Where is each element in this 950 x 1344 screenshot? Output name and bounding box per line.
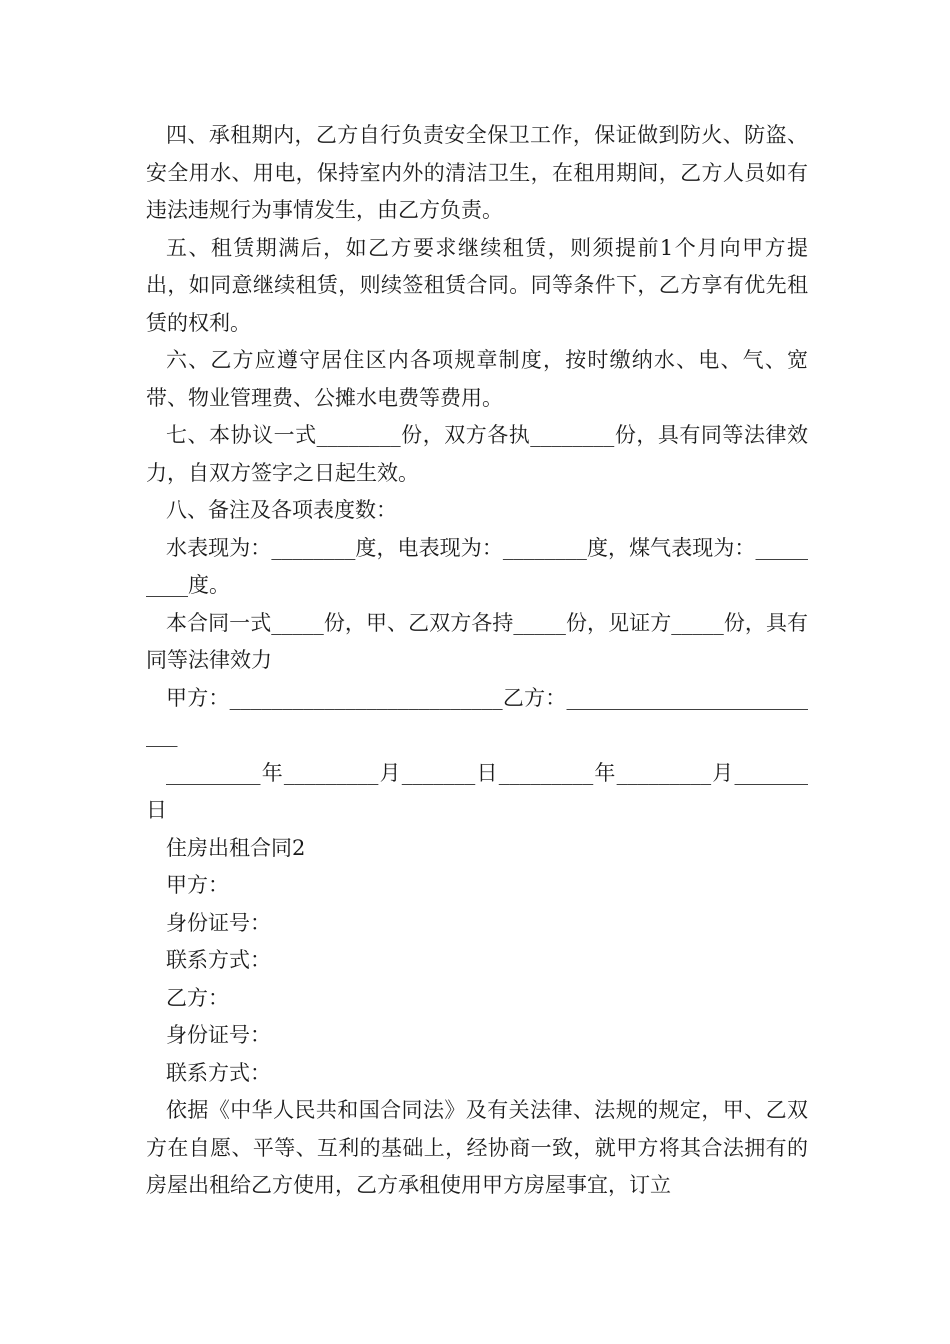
party-a-id-label: 身份证号： <box>166 910 271 935</box>
clause-5-renewal: 五、租赁期满后，如乙方要求继续租赁，则须提前1个月向甲方提出，如同意继续租赁，则续签租赁合同。同等条件下，乙方享有优先租赁的权利。 <box>146 235 808 335</box>
party-b-contact-label: 联系方式： <box>166 1060 271 1085</box>
contract-2-title: 住房出租合同2 <box>166 835 306 860</box>
meter-readings-line: 水表现为：________度，电表现为：________度，煤气表现为：_________度。 <box>146 535 808 597</box>
party-a-label: 甲方： <box>166 873 229 897</box>
party-b-label: 乙方： <box>166 985 229 1010</box>
signature-line: 甲方：__________________________乙方：__________________________ <box>146 685 808 747</box>
contract-copies-line: 本合同一式_____份，甲、乙双方各持_____份，见证方_____份，具有同等法律效力 <box>146 610 808 672</box>
document-body <box>146 117 808 1205</box>
party-b-id-label: 身份证号： <box>166 1023 271 1047</box>
party-a-contact-label: 联系方式： <box>166 948 271 972</box>
contract-2-preamble: 依据《中华人民共和国合同法》及有关法律、法规的规定，甲、乙双方在自愿、平等、互利的基础上，经协商一致，就甲方将其合法拥有的房屋出租给乙方使用，乙方承租使用甲方房屋事宜，订立 <box>146 1098 808 1197</box>
date-line: _________年_________月_______日_________年_________月_______日 <box>146 760 808 822</box>
clause-7-copies: 七、本协议一式________份，双方各执________份，具有同等法律效力，自双方签字之日起生效。 <box>146 423 808 485</box>
clause-8-meter-readings: 八、备注及各项表度数： <box>166 498 397 522</box>
clause-4-safety: 四、承租期内，乙方自行负责安全保卫工作，保证做到防火、防盗、安全用水、用电，保持室内外的清洁卫生，在租用期间，乙方人员如有违法违规行为事情发生，由乙方负责。 <box>146 123 808 222</box>
clause-6-rules: 六、乙方应遵守居住区内各项规章制度，按时缴纳水、电、气、宽带、物业管理费、公摊水电费等费用。 <box>146 348 808 410</box>
